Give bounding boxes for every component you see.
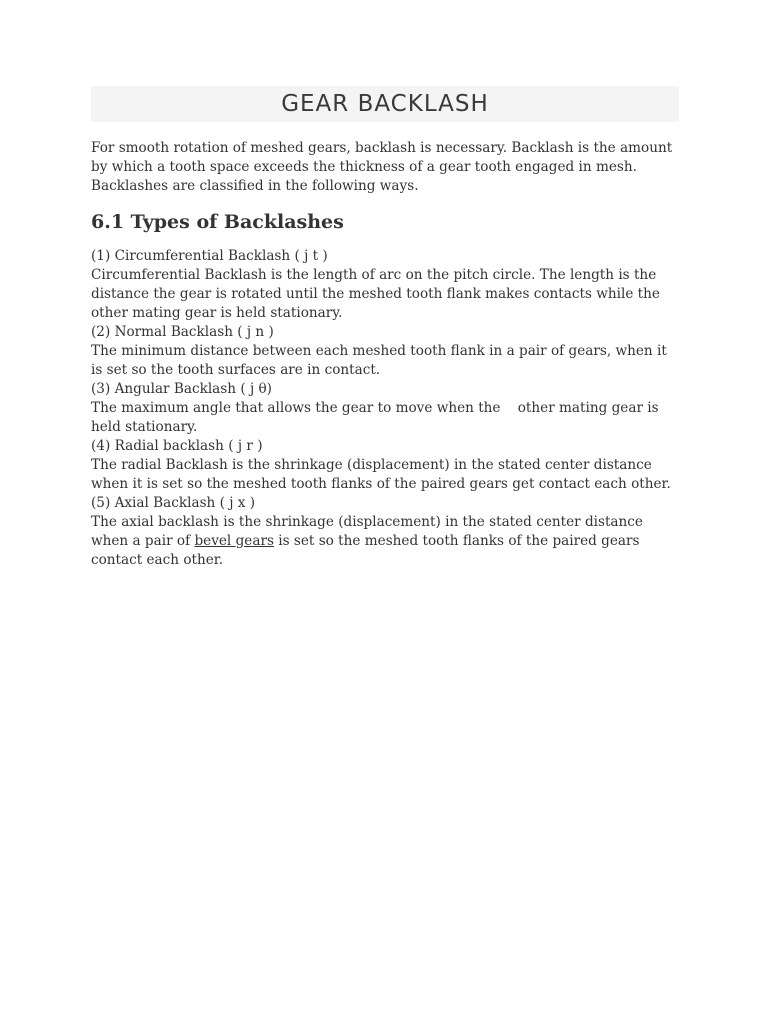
type-description-axial [91, 513, 679, 570]
backlash-types-list [91, 247, 679, 570]
type-description-circumferential: Circumferential Backlash is the length of arc on the pitch circle. The length is the distance the gear is rotated until the meshed tooth flank makes contacts while the other mating gear is held stationary. [91, 267, 660, 321]
page-title: GEAR BACKLASH [281, 91, 489, 117]
type-label-radial: (4) Radial backlash ( j r ) [91, 438, 263, 454]
type-label-normal: (2) Normal Backlash ( j n ) [91, 324, 274, 340]
type-description-normal: The minimum distance between each meshed tooth flank in a pair of gears, when it is set so the tooth surfaces are in contact. [91, 343, 667, 378]
document-page [91, 86, 679, 570]
axial-description-end: is set so the meshed tooth flanks of the paired gears contact each other. [91, 533, 640, 568]
type-label-axial: (5) Axial Backlash ( j x ) [91, 495, 256, 511]
type-label-circumferential: (1) Circumferential Backlash ( j t ) [91, 248, 328, 264]
type-description-radial: The radial Backlash is the shrinkage (displacement) in the stated center distance when it is set so the meshed tooth flanks of the paired gears get contact each other. [91, 457, 671, 492]
type-description-angular: The maximum angle that allows the gear to move when the other mating gear is held stationary. [91, 400, 663, 435]
title-bar [91, 86, 679, 122]
intro-paragraph: For smooth rotation of meshed gears, backlash is necessary. Backlash is the amount by which a tooth space exceeds the thickness of a gear tooth engaged in mesh. Backlashes are classified in the following ways. [91, 140, 673, 194]
type-label-angular: (3) Angular Backlash ( j θ) [91, 381, 272, 397]
axial-description-start: The axial backlash is the shrinkage (displacement) in the stated center distance when a pair of [91, 514, 643, 549]
section-heading: 6.1 Types of Backlashes [91, 211, 344, 233]
bevel-gears-link[interactable]: bevel gears [194, 533, 274, 549]
